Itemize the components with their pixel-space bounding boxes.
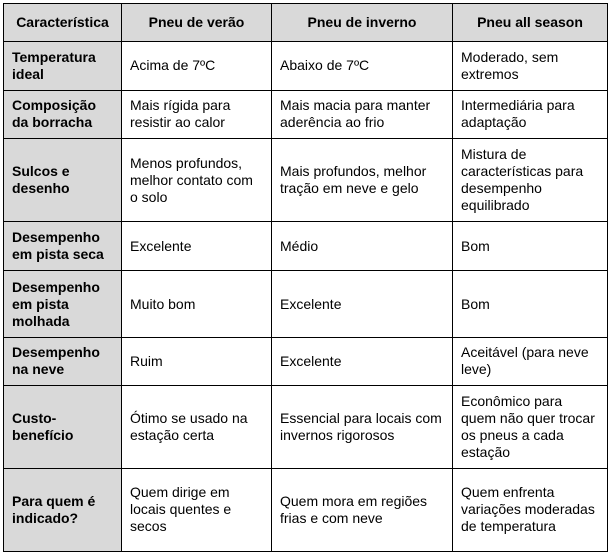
table-cell: Muito bom xyxy=(122,271,272,338)
row-feature-label: Composição da borracha xyxy=(4,90,122,139)
table-cell: Mais profundos, melhor tração em neve e gelo xyxy=(272,139,453,222)
table-cell: Mais rígida para resistir ao calor xyxy=(122,90,272,139)
table-header-row xyxy=(4,4,608,42)
table-cell: Mistura de características para desempenho equilibrado xyxy=(453,139,608,222)
row-feature-label: Para quem é indicado? xyxy=(4,468,122,551)
row-feature-label: Desempenho na neve xyxy=(4,338,122,386)
table-cell: Acima de 7ºC xyxy=(122,42,272,91)
row-feature-label: Custo-benefício xyxy=(4,385,122,468)
table-row xyxy=(4,338,608,386)
table-row xyxy=(4,222,608,271)
table-cell: Econômico para quem não quer trocar os pneus a cada estação xyxy=(453,385,608,468)
table-row xyxy=(4,42,608,91)
table-cell: Bom xyxy=(453,271,608,338)
table-row xyxy=(4,385,608,468)
table-cell: Ruim xyxy=(122,338,272,386)
column-header: Pneu all season xyxy=(453,4,608,42)
row-feature-label: Sulcos e desenho xyxy=(4,139,122,222)
table-cell: Abaixo de 7ºC xyxy=(272,42,453,91)
row-feature-label: Temperatura ideal xyxy=(4,42,122,91)
table-cell: Mais macia para manter aderência ao frio xyxy=(272,90,453,139)
table-cell: Excelente xyxy=(272,271,453,338)
table-cell: Aceitável (para neve leve) xyxy=(453,338,608,386)
table-cell: Excelente xyxy=(272,338,453,386)
table-cell: Quem dirige em locais quentes e secos xyxy=(122,468,272,551)
table-row xyxy=(4,90,608,139)
column-header: Pneu de inverno xyxy=(272,4,453,42)
column-header: Característica xyxy=(4,4,122,42)
table-cell: Quem enfrenta variações moderadas de temperatura xyxy=(453,468,608,551)
table-row xyxy=(4,139,608,222)
table-cell: Menos profundos, melhor contato com o solo xyxy=(122,139,272,222)
table-row xyxy=(4,468,608,551)
table-cell: Quem mora em regiões frias e com neve xyxy=(272,468,453,551)
table-cell: Excelente xyxy=(122,222,272,271)
table-cell: Moderado, sem extremos xyxy=(453,42,608,91)
table-cell: Bom xyxy=(453,222,608,271)
table-cell: Intermediária para adaptação xyxy=(453,90,608,139)
table-cell: Essencial para locais com invernos rigorosos xyxy=(272,385,453,468)
table-cell: Médio xyxy=(272,222,453,271)
row-feature-label: Desempenho em pista seca xyxy=(4,222,122,271)
table-row xyxy=(4,271,608,338)
tire-comparison-table xyxy=(3,3,608,552)
column-header: Pneu de verão xyxy=(122,4,272,42)
table-cell: Ótimo se usado na estação certa xyxy=(122,385,272,468)
row-feature-label: Desempenho em pista molhada xyxy=(4,271,122,338)
